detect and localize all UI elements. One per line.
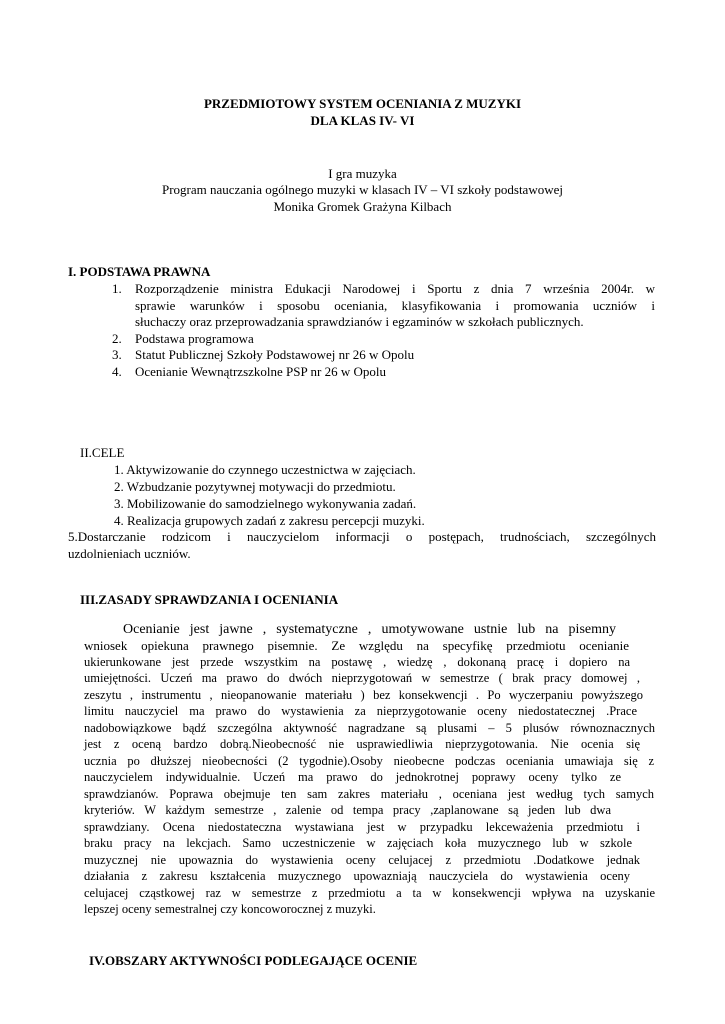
paragraph-line: celujacej cząstkowej raz w semestrze z przedmiotu a ta w konsekwencji wpływa na uzyskanie <box>84 886 655 900</box>
list-item: 1. Aktywizowanie do czynnego uczestnictwa w zajęciach. <box>114 462 416 477</box>
document-title-line2: DLA KLAS IV- VI <box>310 113 415 128</box>
paragraph-line: sprawdzianów. Poprawa obejmuje ten sam zakres materiału , oceniana jest według tych samych <box>84 787 654 801</box>
paragraph-line: kryteriów. W każdym semestrze , zalenie od tempa pracy ,zaplanowane są jeden lub dwa <box>84 803 611 817</box>
list-item-text: Ocenianie Wewnątrzszkolne PSP nr 26 w Opolu <box>135 364 386 379</box>
list-item: 3. Mobilizowanie do samodzielnego wykonywania zadań. <box>114 496 417 511</box>
list-item-text: Rozporządzenie ministra Edukacji Narodowej i Sportu z dnia 7 września 2004r. w <box>135 281 655 296</box>
paragraph-line: ukierunkowane jest przede wszystkim na postawę , wiedzę , dokonaną pracę i dopiero na <box>84 655 630 669</box>
paragraph-line: ucznia po dłuższej nieobecności (2 tygodnie).Osoby nieobecne podczas oceniania umawiaja się z <box>84 754 654 768</box>
paragraph-line: zeszytu , instrumentu , nieopanowanie materiału ) bez konsekwencji . Po wyczerpaniu powyższego <box>84 688 643 702</box>
list-item: 5.Dostarczanie rodzicom i nauczycielom informacji o postępach, trudnościach, szczególnych <box>68 529 656 544</box>
section2-heading: II.CELE <box>80 445 125 460</box>
paragraph-line: sprawdziany. Ocena niedostateczna wystawiana jest w przypadku lekceważenia przedmiotu i <box>84 820 640 834</box>
list-item: 2. Wzbudzanie pozytywnej motywacji do przedmiotu. <box>114 479 396 494</box>
list-item: 4. Realizacja grupowych zadań z zakresu percepcji muzyki. <box>114 513 425 528</box>
program-description: Program nauczania ogólnego muzyki w klasach IV – VI szkoły podstawowej <box>162 182 563 197</box>
list-item-number: 3. <box>112 347 122 362</box>
paragraph-line: umiejętności. Uczeń ma prawo do dwóch nieprzygotowań w semestrze ( brak pracy domowej , <box>84 671 640 685</box>
list-item-text: sprawie warunków i sposobu oceniania, klasyfikowania i promowania uczniów i <box>135 298 655 313</box>
list-item-number: 2. <box>112 331 122 346</box>
list-item-continuation: uzdolnieniach uczniów. <box>68 546 191 561</box>
paragraph-line: nauczycielem indywidualnie. Uczeń ma prawo do jednokrotnej poprawy oceny tylko ze <box>84 770 621 784</box>
list-item-number: 4. <box>112 364 122 379</box>
paragraph-line: muzycznej nie upowaznia do wystawienia oceny celujacej z przedmiotu .Dodatkowe jednak <box>84 853 640 867</box>
paragraph-line: nadobowiązkowe bądź szczególna aktywność nagradzane są plusami – 5 plusów równoznacznych <box>84 721 655 735</box>
program-title: I gra muzyka <box>328 166 397 181</box>
paragraph-line: wniosek opiekuna prawnego pisemnie. Ze względu na specyfikę przedmiotu ocenianie <box>84 638 629 653</box>
program-authors: Monika Gromek Grażyna Kilbach <box>273 199 452 214</box>
paragraph-line: działania z zakresu kształcenia muzycznego upowazniają nauczyciela do wystawienia oceny <box>84 869 630 883</box>
list-item-number: 1. <box>112 281 122 296</box>
list-item-text: Statut Publicznej Szkoły Podstawowej nr 26 w Opolu <box>135 347 415 362</box>
paragraph-line: Ocenianie jest jawne , systematyczne , umotywowane ustnie lub na pisemny <box>123 622 616 637</box>
section1-heading: I. PODSTAWA PRAWNA <box>68 264 211 279</box>
section3-heading: III.ZASADY SPRAWDZANIA I OCENIANIA <box>80 592 339 607</box>
list-item-text: Podstawa programowa <box>135 331 254 346</box>
list-item-text: słuchaczy oraz przeprowadzania sprawdzianów i egzaminów w szkołach publicznych. <box>135 314 584 329</box>
paragraph-line: limitu nauczyciel ma prawo do wystawienia za nieprzygotowanie oceny niedostatecznej .Prace <box>84 704 637 718</box>
paragraph-line: jest z oceną bardzo dobrą.Nieobecność nie usprawiedliwia nieprzygotowania. Nie ocenia się <box>84 737 640 751</box>
paragraph-line: braku pracy na lekcjach. Samo uczestniczenie w zajęciach koła muzycznego lub w szkole <box>84 836 632 850</box>
paragraph-line: lepszej oceny semestralnej czy koncoworocznej z muzyki. <box>84 902 376 916</box>
document-title-line1: PRZEDMIOTOWY SYSTEM OCENIANIA Z MUZYKI <box>203 96 522 111</box>
section4-heading: IV.OBSZARY AKTYWNOŚCI PODLEGAJĄCE OCENIE <box>89 953 418 968</box>
